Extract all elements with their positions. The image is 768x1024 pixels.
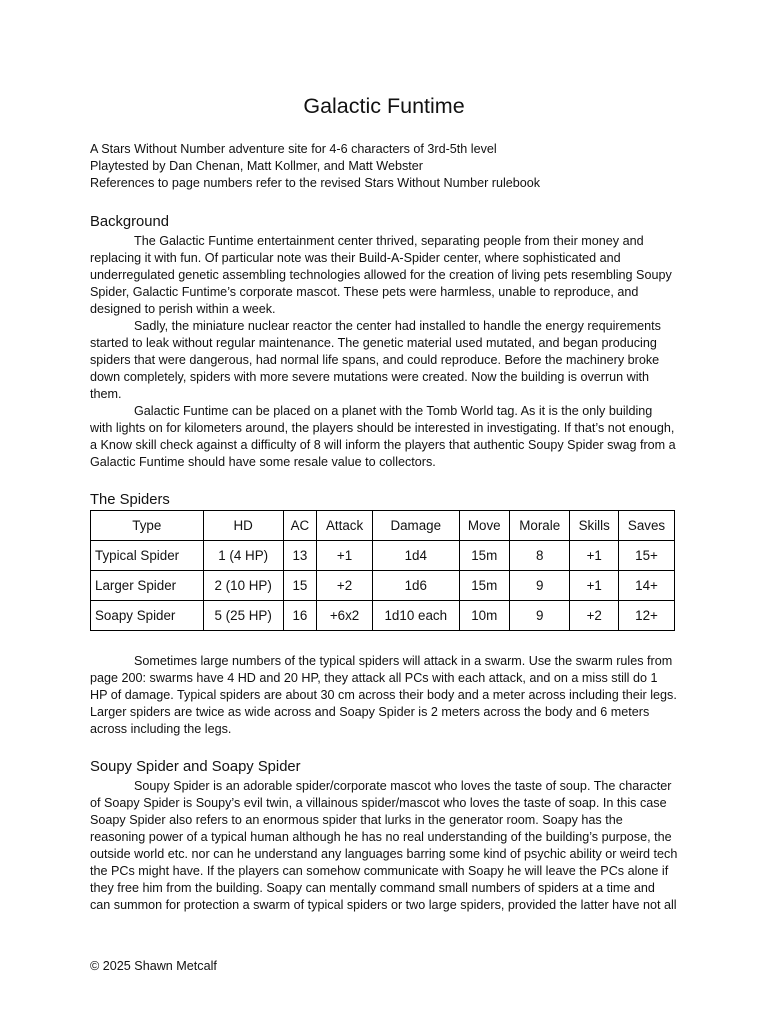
spiders-paragraph: Sometimes large numbers of the typical spiders will attack in a swarm. Use the swarm rules from page 200: swarms have 4 HD and 20 HP, they attack all PCs with each attack, and on a miss still do 1 HP of damage. Typical spiders are about 30 cm across their body and a meter across including their legs. Larger spiders are twice as wide across and Soapy Spider is 2 meters across the body and 6 meters across including the legs.: [90, 654, 677, 736]
background-paragraph: The Galactic Funtime entertainment center thrived, separating people from their money and replacing it with fun. Of particular note was their Build-A-Spider center, where sophisticated and underregulated genetic assembling technologies allowed for the creation of living pets resembling Soupy Spider, Galactic Funtime’s corporate mascot. These pets were harmless, unable to reproduce, and designed to perish within a week.: [90, 234, 672, 316]
table-cell: 13: [283, 541, 316, 571]
column-header: Morale: [510, 511, 570, 541]
column-header: Damage: [373, 511, 460, 541]
table-cell: 16: [283, 601, 316, 631]
table-cell: 15m: [459, 571, 509, 601]
table-cell: 1 (4 HP): [203, 541, 283, 571]
column-header: HD: [203, 511, 283, 541]
table-cell: 14+: [619, 571, 675, 601]
table-cell: 1d4: [373, 541, 460, 571]
table-cell: 2 (10 HP): [203, 571, 283, 601]
background-heading: Background: [90, 214, 169, 230]
table-row: [91, 571, 675, 601]
table-cell: 12+: [619, 601, 675, 631]
table-cell: 8: [510, 541, 570, 571]
column-header: Skills: [570, 511, 619, 541]
table-cell: 15m: [459, 541, 509, 571]
spiders-heading: The Spiders: [90, 492, 170, 508]
table-cell: 9: [510, 601, 570, 631]
background-paragraph: Sadly, the miniature nuclear reactor the center had installed to handle the energy requirements started to leak without regular maintenance. The genetic material used mutated, and began producing spiders that were dangerous, had normal life spans, and could reproduce. Before the machinery broke down completely, spiders with more severe mutations were created. Now the building is overrun with them.: [90, 319, 661, 401]
table-cell: 15+: [619, 541, 675, 571]
table-cell: 9: [510, 571, 570, 601]
column-header: AC: [283, 511, 316, 541]
table-row: [91, 541, 675, 571]
intro-line: References to page numbers refer to the revised Stars Without Number rulebook: [90, 176, 541, 190]
soupy-paragraph: Soupy Spider is an adorable spider/corporate mascot who loves the taste of soup. The character of Soapy Spider is Soupy’s evil twin, a villainous spider/mascot who loves the taste of soap. In this case Soapy Spider also refers to an enormous spider that lurks in the generator room. Soapy has the reasoning power of a typical human although he has no real understanding of the building’s purpose, the outside world etc. nor can he understand any languages barring some kind of psychic ability or weird tech the PCs might have. If the players can somehow communicate with Soapy he will leave the PCs alone if they free him from the building. Soapy can mentally command small numbers of spiders at a time and can summon for protection a swarm of typical spiders or two large spiders, provided the latter have not all: [90, 779, 678, 912]
intro-line: A Stars Without Number adventure site for 4-6 characters of 3rd-5th level: [90, 142, 497, 156]
background-body: [90, 233, 678, 471]
soupy-body: [90, 778, 678, 914]
table-cell: +1: [570, 541, 619, 571]
table-cell: 10m: [459, 601, 509, 631]
table-cell: 5 (25 HP): [203, 601, 283, 631]
table-row: [91, 601, 675, 631]
table-cell: +2: [570, 601, 619, 631]
column-header: Attack: [317, 511, 373, 541]
table-cell: +6x2: [317, 601, 373, 631]
table-cell: Typical Spider: [91, 541, 204, 571]
table-header-row: [91, 511, 675, 541]
copyright-footer: © 2025 Shawn Metcalf: [90, 959, 217, 973]
intro-line: Playtested by Dan Chenan, Matt Kollmer, and Matt Webster: [90, 159, 423, 173]
table-cell: +1: [317, 541, 373, 571]
soupy-heading: Soupy Spider and Soapy Spider: [90, 759, 301, 775]
table-cell: Soapy Spider: [91, 601, 204, 631]
table-cell: +1: [570, 571, 619, 601]
spider-stats-table: [90, 510, 675, 631]
table-cell: +2: [317, 571, 373, 601]
column-header: Type: [91, 511, 204, 541]
document-title: Galactic Funtime: [303, 94, 465, 118]
column-header: Move: [459, 511, 509, 541]
table-cell: 1d6: [373, 571, 460, 601]
intro-block: [90, 141, 690, 192]
background-paragraph: Galactic Funtime can be placed on a planet with the Tomb World tag. As it is the only building with lights on for kilometers around, the players should be interested in investigating. If that’s not enough, a Know skill check against a difficulty of 8 will inform the players that authentic Soupy Spider swag from a Galactic Funtime should have some resale value to collectors.: [90, 404, 676, 469]
table-cell: Larger Spider: [91, 571, 204, 601]
spiders-body: [90, 653, 678, 738]
column-header: Saves: [619, 511, 675, 541]
table-cell: 15: [283, 571, 316, 601]
table-cell: 1d10 each: [373, 601, 460, 631]
